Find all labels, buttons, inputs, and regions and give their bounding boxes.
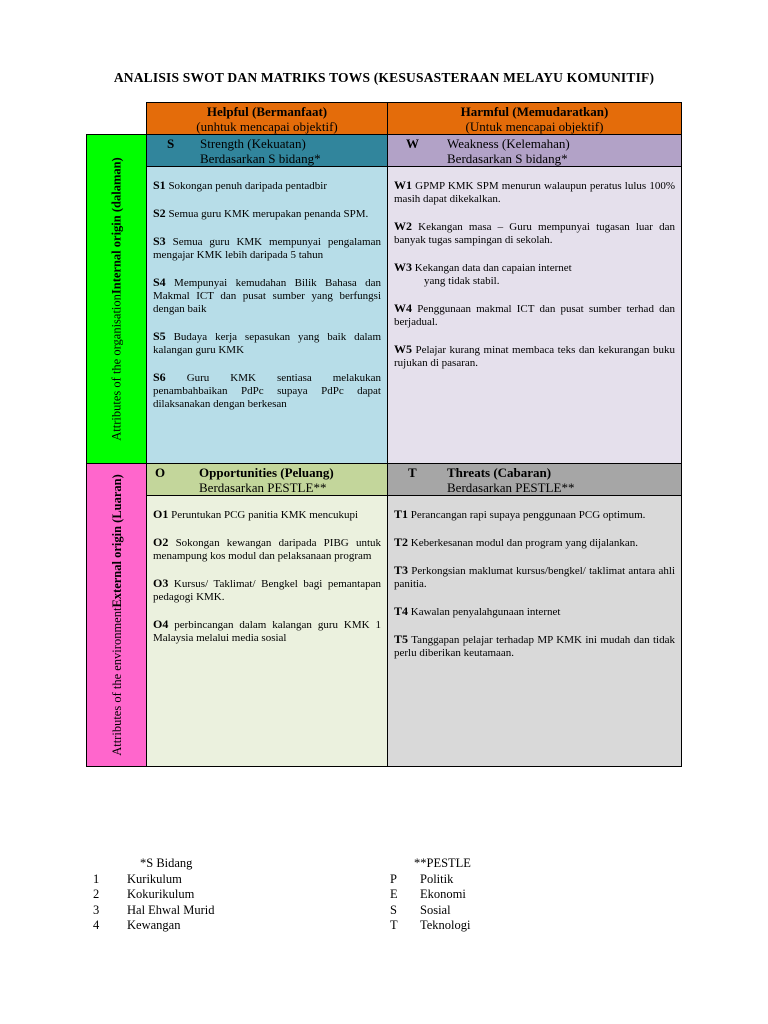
threats-item — [394, 564, 675, 591]
helpful-subtitle: (unhtuk mencapai objektif) — [196, 119, 338, 134]
sbidang-row — [93, 918, 214, 934]
threats-item — [394, 633, 675, 660]
sbidang-row — [93, 903, 214, 919]
external-bold: External origin (Luaran) — [109, 474, 124, 608]
weakness-item — [394, 179, 675, 206]
opportunities-item — [153, 618, 381, 645]
page-title: ANALISIS SWOT DAN MATRIKS TOWS (KESUSASTERAAN MELAYU KOMUNITIF) — [113, 70, 655, 85]
sbidang-row-label: Hal Ehwal Murid — [127, 902, 215, 917]
threats-basis: Berdasarkan PESTLE** — [447, 480, 575, 495]
threats-item — [394, 605, 675, 619]
threats-item-text: Perancangan rapi supaya penggunaan PCG optimum. — [410, 509, 646, 521]
opportunities-item-code: O1 — [153, 507, 169, 521]
threats-item — [394, 536, 675, 550]
weakness-letter: W — [406, 136, 419, 151]
weakness-item-code: W3 — [394, 260, 412, 274]
sbidang-row-key: 3 — [93, 902, 100, 917]
pestle-row-label: Sosial — [420, 902, 451, 917]
weakness-item-text: Pelajar kurang minat membaca teks dan kekurangan buku rujukan di pasaran. — [394, 344, 675, 369]
threats-name: Threats (Cabaran) — [447, 465, 552, 480]
threats-letter: T — [408, 465, 417, 480]
strength-item-text: Mempunyai kemudahan Bilik Bahasa dan Makmal ICT dan pusat sumber yang berfungsi dengan baik — [153, 277, 381, 315]
pestle-row-key: T — [390, 918, 398, 932]
pestle-heading: **PESTLE — [414, 856, 471, 870]
opportunities-item — [153, 508, 381, 522]
sbidang-row-key: 1 — [93, 871, 100, 886]
threats-item — [394, 508, 675, 522]
opportunities-item-text: perbincangan dalam kalangan guru KMK 1 Malaysia melalui media sosial — [153, 619, 381, 644]
strength-basis: Berdasarkan S bidang* — [200, 151, 321, 166]
weakness-item-code: W5 — [394, 342, 412, 356]
strength-name: Strength (Kekuatan) — [200, 136, 306, 151]
strength-item-code: S1 — [153, 178, 166, 192]
weakness-header — [387, 134, 682, 167]
threats-item-text: Perkongsian maklumat kursus/bengkel/ taklimat antara ahli panitia. — [394, 565, 676, 590]
weakness-list — [387, 166, 682, 464]
pestle-row-key: S — [390, 902, 397, 917]
sbidang-row-key: 2 — [93, 887, 100, 901]
strength-item — [153, 235, 381, 262]
weakness-item-code: W2 — [394, 219, 412, 233]
sbidang-row-label: Kewangan — [127, 918, 181, 932]
strength-item-text: Semua guru KMK merupakan penanda SPM. — [168, 208, 369, 220]
opportunities-list — [146, 495, 388, 767]
opportunities-name: Opportunities (Peluang) — [199, 465, 334, 480]
weakness-item-text: GPMP KMK SPM menurun walaupun peratus lulus 100% masih dapat dikekalkan. — [394, 180, 675, 205]
strength-list — [146, 166, 388, 464]
sbidang-row-label: Kokurikulum — [127, 887, 195, 901]
weakness-item-code: W4 — [394, 301, 412, 315]
threats-item-text: Keberkesanan modul dan program yang dijalankan. — [410, 537, 639, 549]
weakness-name: Weakness (Kelemahan) — [447, 136, 570, 151]
strength-item-text: Semua guru KMK mempunyai pengalaman mengajar KMK lebih daripada 5 tahun — [153, 236, 381, 261]
pestle-legend — [390, 856, 471, 934]
helpful-header — [146, 102, 388, 135]
threats-item-text: Tanggapan pelajar terhadap MP KMK ini mudah dan tidak perlu diberikan keutamaan. — [394, 634, 675, 659]
strength-item — [153, 276, 381, 316]
pestle-row — [390, 872, 471, 888]
opportunities-item-text: Kursus/ Taklimat/ Bengkel bagi pemantapan pedagogi KMK. — [153, 578, 381, 603]
opportunities-header — [146, 463, 388, 496]
sbidang-row — [93, 887, 214, 903]
threats-item-text: Kawalan penyalahgunaan internet — [410, 606, 561, 618]
external-normal: Attributes of the environment — [109, 607, 124, 756]
weakness-item-text: Penggunaan makmal ICT dan pusat sumber terhad dan berjadual. — [394, 303, 675, 328]
strength-item-text: Sokongan penuh daripada pentadbir — [168, 180, 327, 192]
harmful-header — [387, 102, 682, 135]
harmful-title: Harmful (Memudaratkan) — [460, 104, 609, 119]
sbidang-row-key: 4 — [93, 918, 100, 932]
threats-item-code: T3 — [394, 563, 409, 577]
threats-item-code: T5 — [394, 632, 409, 646]
internal-bold: Internal origin (dalaman) — [109, 157, 124, 295]
threats-item-code: T2 — [394, 535, 409, 549]
pestle-row — [390, 887, 471, 903]
strength-item — [153, 207, 381, 221]
strength-item-code: S2 — [153, 206, 166, 220]
strength-letter: S — [167, 136, 175, 151]
opportunities-item-text: Peruntukan PCG panitia KMK mencukupi — [171, 509, 359, 521]
threats-header — [387, 463, 682, 496]
pestle-row-label: Ekonomi — [420, 887, 466, 901]
internal-normal: Attributes of the organisation — [109, 294, 124, 441]
weakness-basis: Berdasarkan S bidang* — [447, 151, 568, 166]
weakness-item — [394, 220, 675, 247]
sbidang-row-label: Kurikulum — [127, 871, 182, 886]
threats-list — [387, 495, 682, 767]
strength-item-code: S5 — [153, 329, 166, 343]
sbidang-heading: *S Bidang — [140, 856, 193, 870]
threats-item-code: T4 — [394, 604, 409, 618]
external-origin-label — [86, 463, 147, 767]
pestle-row-label: Teknologi — [420, 918, 471, 932]
weakness-item-text-continued: yang tidak stabil. — [424, 275, 500, 287]
opportunities-letter: O — [155, 465, 166, 480]
opportunities-item — [153, 577, 381, 604]
sbidang-row — [93, 872, 214, 888]
internal-origin-label — [86, 134, 147, 464]
threats-item-code: T1 — [394, 507, 409, 521]
opportunities-item-text: Sokongan kewangan daripada PIBG untuk menampung kos modul dan pelaksanaan program — [153, 537, 381, 562]
pestle-row-label: Politik — [420, 871, 454, 886]
pestle-row — [390, 918, 471, 934]
opportunities-item-code: O4 — [153, 617, 169, 631]
strength-item — [153, 371, 381, 411]
strength-item — [153, 179, 381, 193]
strength-item-text: Budaya kerja sepasukan yang baik dalam kalangan guru KMK — [153, 331, 381, 356]
strength-item-code: S6 — [153, 370, 166, 384]
opportunities-item-code: O2 — [153, 535, 169, 549]
opportunities-basis: Berdasarkan PESTLE** — [199, 480, 327, 495]
pestle-row-key: E — [390, 887, 398, 901]
helpful-title: Helpful (Bermanfaat) — [206, 104, 328, 119]
weakness-item-text: Kekangan masa – Guru mempunyai tugasan luar dan banyak tugas sampingan di sekolah. — [394, 221, 675, 246]
strength-item-code: S3 — [153, 234, 166, 248]
opportunities-item-code: O3 — [153, 576, 169, 590]
strength-item — [153, 330, 381, 357]
strength-item-code: S4 — [153, 275, 166, 289]
weakness-item-text: Kekangan data dan capaian internet — [414, 262, 572, 274]
pestle-row — [390, 903, 471, 919]
weakness-item — [394, 343, 675, 370]
pestle-row-key: P — [390, 871, 397, 886]
strength-header — [146, 134, 388, 167]
strength-item-text: Guru KMK sentiasa melakukan penambahbaikan PdPc supaya PdPc dapat dilaksanakan dengan berkesan — [153, 372, 382, 410]
weakness-item — [394, 261, 675, 288]
sbidang-legend — [93, 856, 214, 934]
opportunities-item — [153, 536, 381, 563]
weakness-item — [394, 302, 675, 329]
weakness-item-code: W1 — [394, 178, 412, 192]
harmful-subtitle: (Untuk mencapai objektif) — [465, 119, 604, 134]
